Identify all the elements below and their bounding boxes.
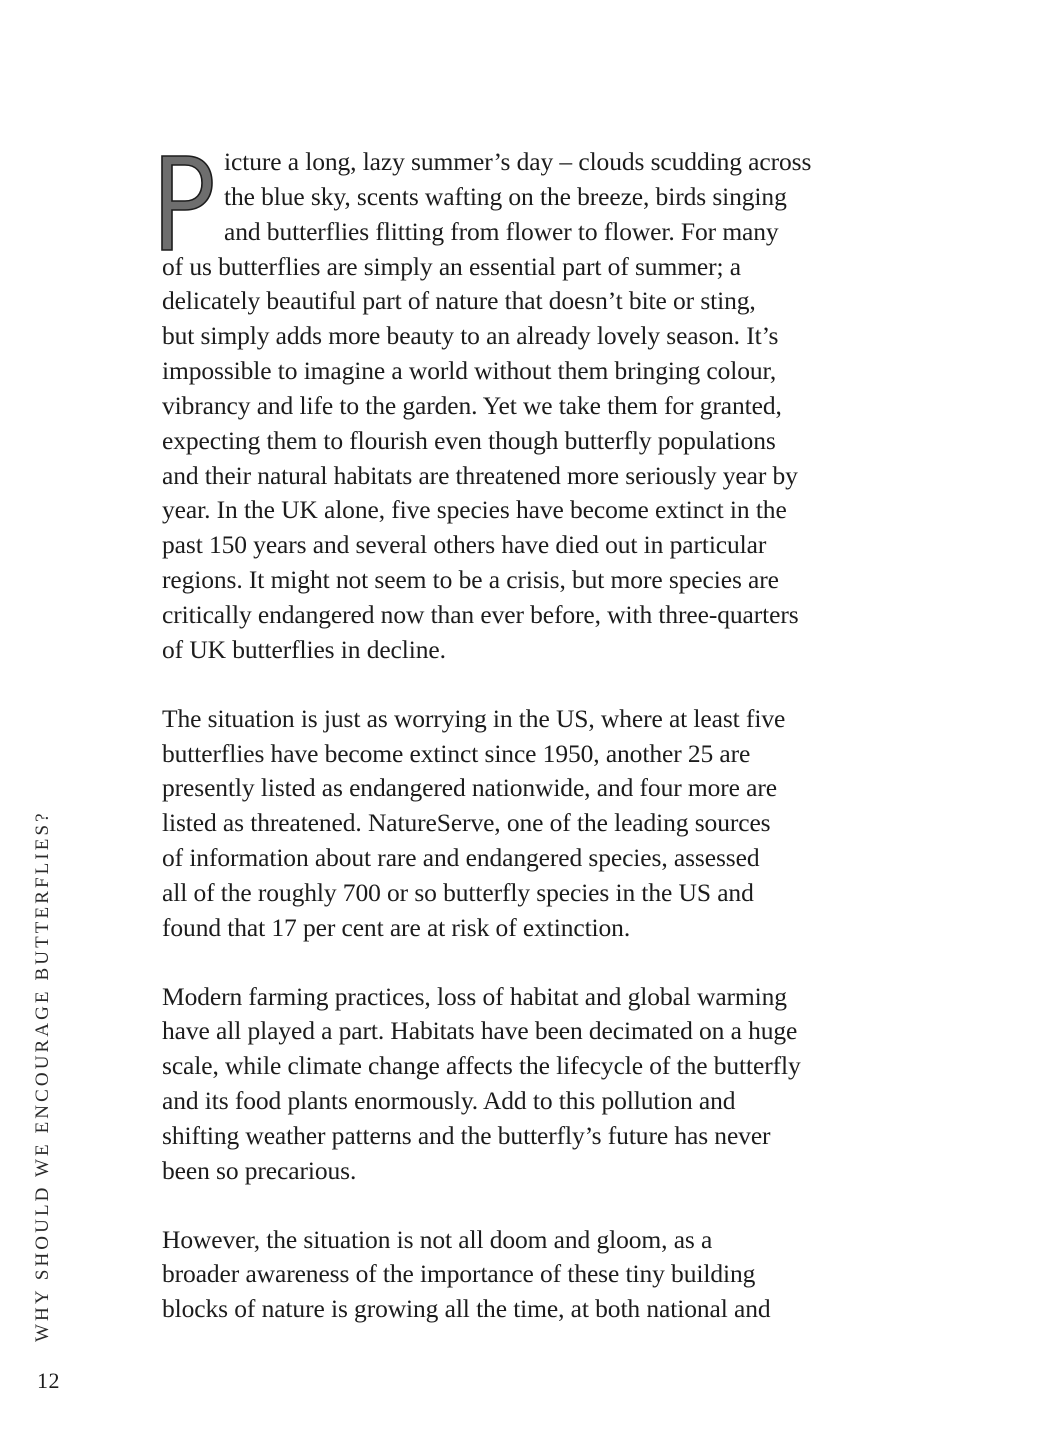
text-line: broader awareness of the importance of these tiny building [162, 1259, 756, 1289]
text-line: blocks of nature is growing all the time, at both national and [162, 1294, 771, 1324]
text-line: scale, while climate change affects the lifecycle of the butterfly [162, 1051, 801, 1081]
text-line: have all played a part. Habitats have been decimated on a huge [162, 1016, 798, 1046]
text-line: listed as threatened. NatureServe, one of the leading sources [162, 808, 771, 838]
text-line: expecting them to flourish even though butterfly populations [162, 425, 776, 455]
text-line: and their natural habitats are threatened more seriously year by [162, 460, 798, 490]
page-number: 12 [37, 1368, 60, 1393]
text-line: presently listed as endangered nationwide, and four more are [162, 773, 777, 803]
text-line: Modern farming practices, loss of habitat and global warming [162, 981, 787, 1011]
text-line: of UK butterflies in decline. [162, 634, 446, 664]
text-line: of us butterflies are simply an essential part of summer; a [162, 251, 742, 281]
text-line: The situation is just as worrying in the US, where at least five [162, 703, 786, 733]
text-line: of information about rare and endangered species, assessed [162, 843, 760, 873]
text-line: all of the roughly 700 or so butterfly species in the US and [162, 877, 754, 907]
text-line: year. In the UK alone, five species have become extinct in the [162, 495, 787, 525]
text-line: icture a long, lazy summer’s day – clouds scudding across [224, 147, 812, 176]
body-text [162, 145, 874, 1327]
text-line: regions. It might not seem to be a crisis, but more species are [162, 565, 779, 595]
text-line: but simply adds more beauty to an already lovely season. It’s [162, 321, 779, 351]
paragraph-4 [162, 1223, 874, 1328]
dropcap-letter-p [158, 154, 214, 252]
text-line: impossible to imagine a world without them bringing colour, [162, 356, 777, 386]
paragraph-3 [162, 980, 874, 1189]
text-line: been so precarious. [162, 1155, 357, 1185]
running-head-text: WHY SHOULD WE ENCOURAGE BUTTERFLIES? [32, 810, 53, 1342]
text-line: critically endangered now than ever before, with three-quarters [162, 599, 799, 629]
text-line: vibrancy and life to the garden. Yet we take them for granted, [162, 390, 782, 420]
text-line: and butterflies flitting from flower to flower. For many [224, 216, 779, 246]
text-line: shifting weather patterns and the butterfly’s future has never [162, 1120, 771, 1150]
paragraph-1 [162, 145, 874, 668]
text-line: found that 17 per cent are at risk of extinction. [162, 912, 631, 942]
dropcap-p-icon [158, 154, 214, 252]
text-line: the blue sky, scents wafting on the breeze, birds singing [224, 181, 787, 211]
text-line: butterflies have become extinct since 1950, another 25 are [162, 738, 751, 768]
paragraph-2 [162, 702, 874, 946]
running-head [32, 810, 54, 1342]
text-line: past 150 years and several others have died out in particular [162, 530, 767, 560]
text-line: delicately beautiful part of nature that doesn’t bite or sting, [162, 286, 756, 316]
text-line: However, the situation is not all doom and gloom, as a [162, 1224, 713, 1254]
text-line: and its food plants enormously. Add to this pollution and [162, 1086, 736, 1116]
